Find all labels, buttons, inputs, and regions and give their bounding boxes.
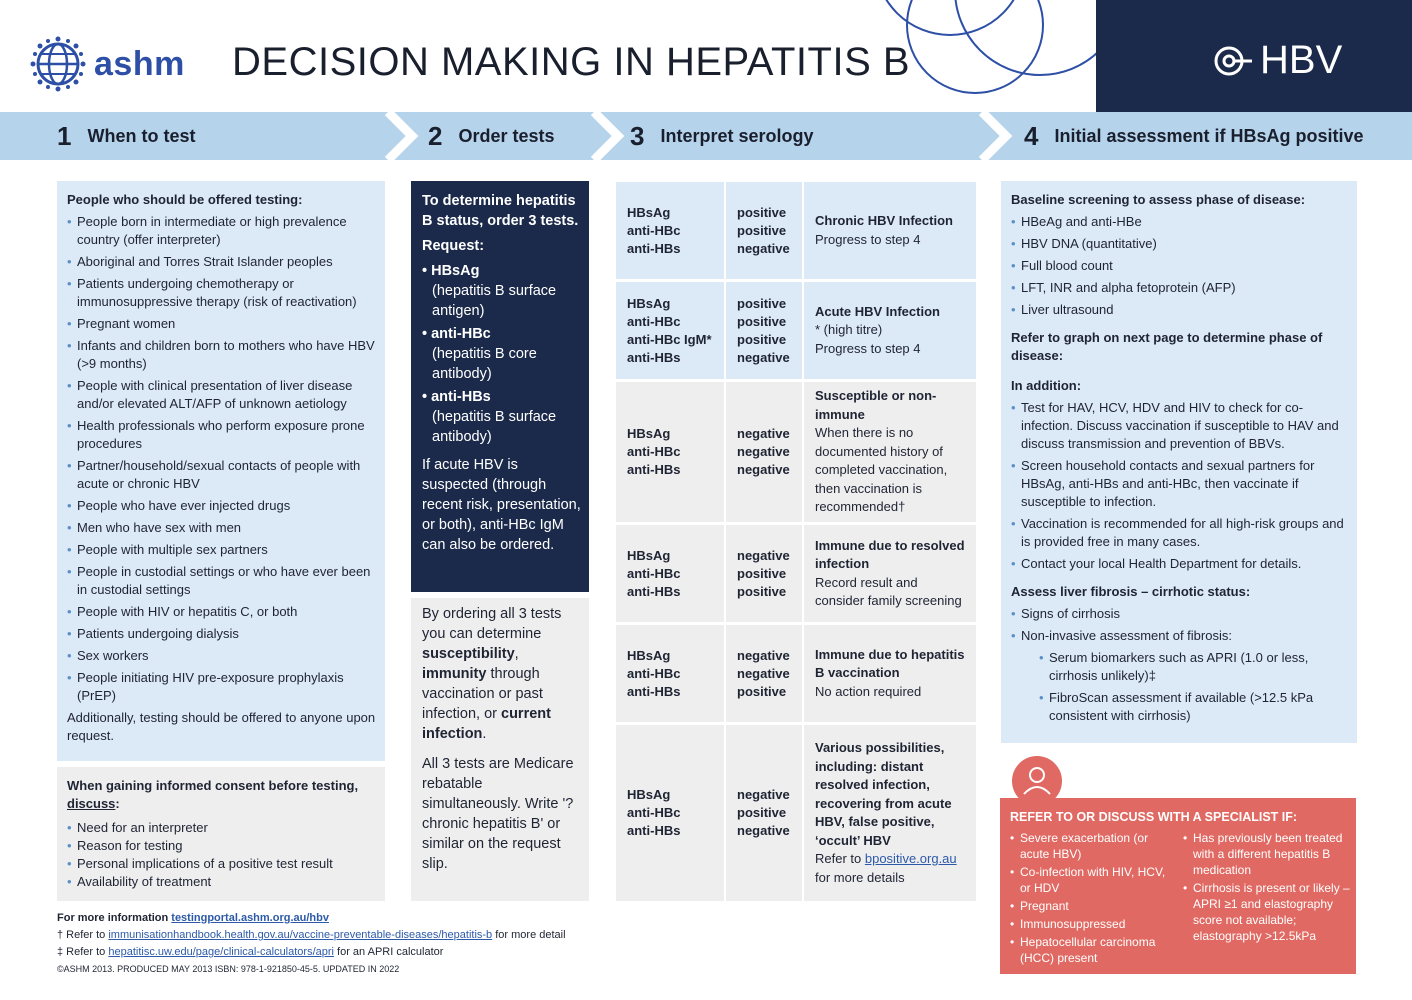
- step-label: Initial assessment if HBsAg positive: [1054, 125, 1364, 146]
- step-divider: [590, 112, 630, 160]
- test-desc: (hepatitis B core antibody): [432, 346, 537, 382]
- dagger-note: [57, 927, 566, 944]
- list-item: • Aboriginal and Torres Strait Islander peoples: [67, 253, 377, 271]
- consent-list: [67, 819, 377, 891]
- bold-text: susceptibility: [422, 646, 515, 662]
- marker: HBsAg: [627, 547, 671, 563]
- list-item: • People in custodial settings or who have ever been in custodial settings: [67, 563, 377, 599]
- additional-note: Additionally, testing should be offered to anyone upon request.: [67, 710, 376, 743]
- baseline-heading: Baseline screening to assess phase of disease:: [1011, 192, 1306, 207]
- list-item: • People born in intermediate or high prevalence country (offer interpreter): [67, 213, 377, 249]
- footer: [57, 910, 566, 978]
- result: positive: [737, 222, 787, 238]
- list-item: • Patients undergoing chemotherapy or immunosuppressive therapy (risk of reactivation): [67, 275, 377, 311]
- serology-row: [616, 725, 976, 901]
- test-desc: (hepatitis B surface antigen): [432, 283, 557, 319]
- list-item: • Cirrhosis is present or likely – APRI ≥1 and elastography score not available; elastography >12.5kPa: [1183, 880, 1350, 944]
- list-item: • Test for HAV, HCV, HDV and HIV to check for co-infection. Discuss vaccination if susceptible to HAV and discuss transmission and prevention of BBVs.: [1011, 399, 1349, 453]
- step-label: When to test: [87, 125, 196, 146]
- list-item: • Reason for testing: [67, 837, 377, 855]
- step-divider: [978, 112, 1018, 160]
- list-item: • People initiating HIV pre-exposure prophylaxis (PrEP): [67, 669, 377, 705]
- marker: anti-HBs: [627, 349, 681, 365]
- marker: anti-HBs: [627, 683, 681, 699]
- list-item: • Serum biomarkers such as APRI (1.0 or less, cirrhosis unlikely)‡: [1039, 649, 1349, 685]
- medicare-note: All 3 tests are Medicare rebatable simultaneously. Write '? chronic hepatitis B' or similar on the request slip.: [422, 756, 574, 872]
- result: positive: [737, 331, 787, 347]
- interpretation-title: Immune due to hepatitis B vaccination: [815, 646, 965, 681]
- result: negative: [737, 462, 790, 477]
- test-item: • anti-HBc (hepatitis B core antibody): [422, 324, 581, 384]
- list-item: • HBeAg and anti-HBe: [1011, 213, 1349, 231]
- graph-reference: Refer to graph on next page to determine phase of disease:: [1011, 330, 1323, 363]
- list-item: • Full blood count: [1011, 257, 1349, 275]
- list-item: • Personal implications of a positive test result: [67, 855, 377, 873]
- order-info-panel: [411, 598, 589, 901]
- marker: HBsAg: [627, 647, 671, 663]
- text-span: By ordering all 3 tests you can determine: [422, 606, 562, 642]
- list-item: • People with multiple sex partners: [67, 541, 377, 559]
- fibrosis-list: [1011, 605, 1349, 645]
- bpositive-link[interactable]: bpositive.org.au: [864, 851, 957, 866]
- test-name: HBsAg: [431, 263, 480, 279]
- request-label: Request:: [422, 238, 485, 254]
- text-span: Refer to: [815, 851, 865, 866]
- list-item: • Contact your local Health Department for details.: [1011, 555, 1349, 573]
- result: negative: [737, 349, 790, 365]
- result: positive: [737, 204, 787, 220]
- result: positive: [737, 805, 787, 820]
- marker: HBsAg: [627, 204, 671, 220]
- list-item: • Screen household contacts and sexual partners for HBsAg, anti-HBs and anti-HBc, then vaccinate if susceptible to infection.: [1011, 457, 1349, 511]
- decorative-circles: [880, 0, 1120, 112]
- test-name: anti-HBc: [431, 326, 491, 342]
- specialist-heading: REFER TO OR DISCUSS WITH A SPECIALIST IF:: [1010, 810, 1298, 824]
- step-label: Order tests: [458, 125, 555, 146]
- result: positive: [737, 583, 787, 599]
- testing-criteria-panel: [57, 181, 385, 761]
- baseline-list: [1011, 213, 1349, 319]
- marker: anti-HBc: [627, 565, 681, 581]
- fibrosis-sublist: [1011, 649, 1349, 725]
- more-info: [57, 910, 566, 927]
- serology-row: [616, 182, 976, 279]
- ddagger-note: [57, 944, 566, 961]
- text-span: through vaccination or past infection, or: [422, 666, 543, 722]
- list-item: • Vaccination is recommended for all high-risk groups and is provided free in many cases.: [1011, 515, 1349, 551]
- marker: HBsAg: [627, 426, 671, 441]
- result: negative: [737, 647, 790, 663]
- marker: anti-HBc: [627, 805, 681, 820]
- step-4: [1024, 112, 1364, 160]
- interpretation-detail: When there is no documented history of completed vaccination, then vaccination is recommended†: [815, 425, 948, 515]
- list-item: • Co-infection with HIV, HCV, or HDV: [1010, 864, 1177, 896]
- consent-heading: When gaining informed consent before testing, discuss:: [67, 778, 359, 811]
- marker: HBsAg: [627, 295, 671, 311]
- bold-text: current infection: [422, 706, 551, 742]
- result: negative: [737, 240, 790, 256]
- list-item: • Infants and children born to mothers who have HBV (>9 months): [67, 337, 377, 373]
- list-item: • Hepatocellular carcinoma (HCC) present: [1010, 934, 1177, 966]
- consent-heading-text: When gaining informed consent before testing,: [67, 778, 359, 793]
- order-explanation: [422, 604, 583, 744]
- list-item: • Partner/household/sexual contacts of people with acute or chronic HBV: [67, 457, 377, 493]
- marker: anti-HBs: [627, 583, 681, 599]
- ashm-logo: [30, 36, 185, 92]
- interpretation-detail: Progress to step 4: [815, 231, 921, 247]
- more-info-label: For more information: [57, 912, 172, 924]
- step-number: 4: [1024, 120, 1039, 151]
- list-item: • People who have ever injected drugs: [67, 497, 377, 515]
- list-item: • Has previously been treated with a different hepatitis B medication: [1183, 830, 1350, 878]
- list-item: • Pregnant women: [67, 315, 377, 333]
- specialist-referral-panel: [1000, 798, 1356, 974]
- marker: anti-HBc: [627, 444, 681, 459]
- test-name: anti-HBs: [431, 389, 491, 405]
- list-item: • Non-invasive assessment of fibrosis:: [1011, 627, 1349, 645]
- page-title: DECISION MAKING IN HEPATITIS B: [232, 40, 911, 84]
- list-item: • Availability of treatment: [67, 873, 377, 891]
- interpretation-title: Susceptible or non-immune: [815, 388, 937, 422]
- hbv-text: HBV: [1260, 38, 1343, 82]
- interpretation-detail: [815, 850, 970, 869]
- serology-row: [616, 282, 976, 379]
- list-item: • Sex workers: [67, 647, 377, 665]
- acute-note: If acute HBV is suspected (through recent risk, presentation, or both), anti-HBc IgM can also be ordered.: [422, 457, 581, 553]
- result: negative: [737, 426, 790, 441]
- list-item: • Severe exacerbation (or acute HBV): [1010, 830, 1177, 862]
- interpretation-detail: for more details: [815, 869, 905, 885]
- text-span: ,: [514, 646, 519, 662]
- result: negative: [737, 787, 790, 802]
- specialist-columns: [1010, 830, 1350, 968]
- testing-heading: People who should be offered testing:: [67, 192, 303, 207]
- order-heading: To determine hepatitis B status, order 3 tests.: [422, 193, 579, 229]
- list-item: • Patients undergoing dialysis: [67, 625, 377, 643]
- copyright: ©ASHM 2013. PRODUCED MAY 2013 ISBN: 978-1-921850-45-5. UPDATED IN 2022: [57, 964, 400, 974]
- interpretation-title: Various possibilities, including: distant resolved infection, recovering from acute HBV, false positive, ‘occult’ HBV: [815, 740, 952, 848]
- text-span: † Refer to: [57, 929, 109, 941]
- consent-heading-underlined: discuss: [67, 796, 116, 811]
- list-item: • Health professionals who perform exposure prone procedures: [67, 417, 377, 453]
- serology-row: [616, 382, 976, 522]
- brand-name: ashm: [94, 44, 185, 83]
- step-number: 1: [57, 120, 72, 151]
- result: negative: [737, 823, 790, 838]
- interpretation-title: Immune due to resolved infection: [815, 537, 965, 571]
- serology-row: [616, 625, 976, 722]
- list-item: • LFT, INR and alpha fetoprotein (AFP): [1011, 279, 1349, 297]
- list-item: • Pregnant: [1010, 898, 1177, 914]
- marker: anti-HBc: [627, 313, 681, 329]
- marker: anti-HBs: [627, 462, 681, 477]
- list-item: • Men who have sex with men: [67, 519, 377, 537]
- interpretation-detail: No action required: [815, 683, 922, 699]
- text-span: for an APRI calculator: [333, 946, 444, 958]
- order-tests-panel: [411, 181, 589, 592]
- result: positive: [737, 295, 787, 311]
- step-1: [57, 112, 195, 160]
- result: positive: [737, 313, 787, 329]
- step-3: [630, 112, 814, 160]
- apri-link[interactable]: hepatitisc.uw.edu/page/clinical-calculators/apri: [108, 946, 334, 958]
- list-item: • Signs of cirrhosis: [1011, 605, 1349, 623]
- list-item: • Immunosuppressed: [1010, 916, 1177, 932]
- step-divider: [384, 112, 424, 160]
- text-span: ‡ Refer to: [57, 946, 109, 958]
- test-item: • anti-HBs (hepatitis B surface antibody): [422, 387, 581, 447]
- consent-panel: [57, 767, 385, 901]
- fibrosis-heading: Assess liver fibrosis – cirrhotic status:: [1011, 584, 1251, 599]
- immunisation-link[interactable]: immunisationhandbook.health.gov.au/vaccine-preventable-diseases/hepatitis-b: [108, 929, 493, 941]
- marker: anti-HBc: [627, 665, 681, 681]
- initial-assessment-panel: [1001, 181, 1357, 743]
- testing-list: [67, 213, 377, 705]
- text-span: for more detail: [492, 929, 566, 941]
- list-item: • People with HIV or hepatitis C, or both: [67, 603, 377, 621]
- step-label: Interpret serology: [660, 125, 814, 146]
- interpretation-detail: Record result and consider family screening: [815, 574, 962, 608]
- marker: HBsAg: [627, 787, 671, 802]
- interpretation-title: Acute HBV Infection: [815, 303, 940, 319]
- marker: anti-HBs: [627, 823, 681, 838]
- globe-icon: [30, 36, 86, 92]
- bold-text: immunity: [422, 666, 487, 682]
- text-span: .: [482, 726, 487, 742]
- step-number: 2: [428, 120, 443, 151]
- result: negative: [737, 444, 790, 459]
- list-item: • Need for an interpreter: [67, 819, 377, 837]
- interpretation-title: Chronic HBV Infection: [815, 213, 953, 228]
- result: negative: [737, 665, 790, 681]
- marker: anti-HBc: [627, 222, 681, 238]
- result: negative: [737, 547, 790, 563]
- list-item: • FibroScan assessment if available (>12.5 kPa consistent with cirrhosis): [1039, 689, 1349, 725]
- serology-row: [616, 525, 976, 622]
- specialist-list-right: [1183, 830, 1350, 968]
- result: positive: [737, 683, 787, 699]
- hbv-virus-icon: [1214, 41, 1254, 81]
- interpretation-detail: * (high titre): [815, 322, 883, 338]
- testingportal-link[interactable]: testingportal.ashm.org.au/hbv: [171, 912, 329, 924]
- hbv-logo: [1214, 38, 1342, 83]
- marker: anti-HBc IgM*: [627, 331, 712, 347]
- test-item: • HBsAg (hepatitis B surface antigen): [422, 261, 581, 321]
- interpretation-detail: Progress to step 4: [815, 340, 921, 356]
- addition-heading: In addition:: [1011, 378, 1082, 393]
- step-number: 3: [630, 120, 645, 151]
- list-item: • Liver ultrasound: [1011, 301, 1349, 319]
- list-item: • People with clinical presentation of liver disease and/or elevated ALT/AFP of unknown aetiology: [67, 377, 377, 413]
- addition-list: [1011, 399, 1349, 573]
- list-item: • HBV DNA (quantitative): [1011, 235, 1349, 253]
- test-desc: (hepatitis B surface antibody): [432, 409, 557, 445]
- specialist-list-left: [1010, 830, 1177, 968]
- step-2: [428, 112, 555, 160]
- result: positive: [737, 565, 787, 581]
- marker: anti-HBs: [627, 240, 681, 256]
